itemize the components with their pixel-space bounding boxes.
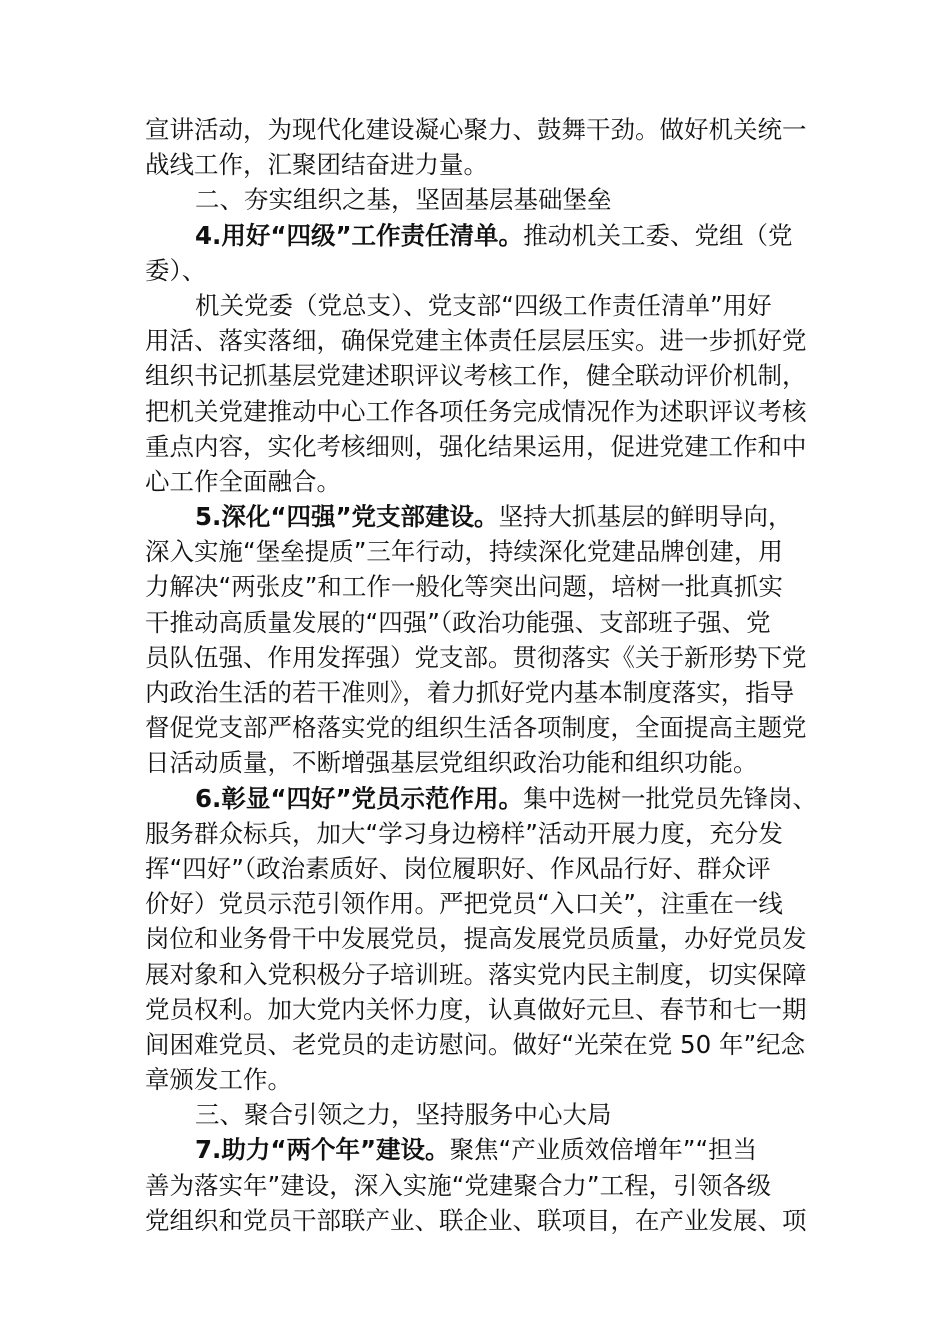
text-line [145, 886, 815, 921]
line-text: 章颁发工作。 [145, 1065, 292, 1095]
text-line [145, 1027, 815, 1062]
text-line [145, 182, 815, 217]
text-line [145, 781, 818, 816]
text-line [145, 288, 815, 323]
text-line [145, 745, 815, 780]
line-text: 干推动高质量发展的“四强”（政治功能强、支部班子强、党 [145, 607, 771, 637]
line-text: 价好）党员示范引领作用。严把党员“入口关”，注重在一线 [145, 889, 783, 919]
line-text: 机关党委（党总支）、党支部“四级工作责任清单”用好 [195, 290, 772, 320]
line-text: 员队伍强、作用发挥强）党支部。贯彻落实《关于新形势下党 [145, 642, 807, 672]
line-text: 岗位和业务骨干中发展党员，提高发展党员质量，办好党员发 [145, 924, 807, 954]
text-line [145, 253, 815, 288]
line-text: 心工作全面融合。 [145, 466, 341, 496]
line-text: 善为落实年”建设，深入实施“党建聚合力”工程，引领各级 [145, 1170, 772, 1200]
line-text: 内政治生活的若干准则》，着力抓好党内基本制度落实，指导 [145, 678, 795, 707]
text-line [145, 323, 815, 358]
text-line [145, 675, 815, 710]
text-line [145, 921, 815, 956]
text-line [145, 640, 815, 675]
text-line [145, 112, 815, 147]
line-text: 聚焦“产业质效倍增年”“担当 [449, 1135, 758, 1165]
line-text: 挥“四好”（政治素质好、岗位履职好、作风品行好、群众评 [145, 853, 771, 883]
text-line [145, 816, 815, 851]
line-text: 督促党支部严格落实党的组织生活各项制度，全面提高主题党 [145, 713, 807, 743]
line-text: 党员权利。加大党内关怀力度，认真做好元旦、春节和七一期 [145, 994, 807, 1024]
text-line [145, 534, 815, 569]
text-line [145, 499, 815, 534]
line-text: 二、夯实组织之基，坚固基层基础堡垒 [195, 185, 612, 215]
text-line [145, 464, 815, 499]
line-text: 战线工作，汇聚团结奋进力量。 [145, 150, 488, 180]
text-line [145, 710, 815, 745]
line-text: 深入实施“堡垒提质”三年行动，持续深化党建品牌创建，用 [145, 537, 783, 567]
text-line [145, 147, 815, 182]
text-line [145, 957, 815, 992]
line-text: 重点内容，实化考核细则，强化结果运用，促进党建工作和中 [145, 431, 807, 461]
line-text: 组织书记抓基层党建述职评议考核工作，健全联动评价机制， [145, 361, 807, 391]
line-text: 力解决“两张皮”和工作一般化等突出问题，培树一批真抓实 [145, 572, 783, 602]
text-line [145, 394, 815, 429]
line-text: 日活动质量，不断增强基层党组织政治功能和组织功能。 [145, 748, 758, 778]
text-line [145, 605, 815, 640]
line-text: 坚持大抓基层的鲜明导向， [498, 502, 793, 532]
text-line [145, 992, 815, 1027]
text-line [145, 358, 815, 393]
line-text: 集中选树一批党员先锋岗、 [523, 783, 818, 813]
bold-heading: 5.深化“四强”党支部建设。 [195, 502, 499, 532]
text-line [145, 851, 815, 886]
line-text: 把机关党建推动中心工作各项任务完成情况作为述职评议考核 [145, 396, 807, 426]
text-line [145, 429, 815, 464]
bold-heading: 7.助力“两个年”建设。 [195, 1135, 450, 1165]
line-text: 展对象和入党积极分子培训班。落实党内民主制度，切实保障 [145, 959, 807, 989]
text-line [145, 1203, 815, 1238]
text-line [145, 1062, 815, 1097]
text-line [145, 218, 815, 253]
line-text: 三、聚合引领之力，坚持服务中心大局 [195, 1100, 612, 1130]
line-text: 宣讲活动，为现代化建设凝心聚力、鼓舞干劲。做好机关统一 [145, 115, 807, 144]
text-line [145, 569, 815, 604]
text-line [145, 1168, 815, 1203]
document-body [145, 112, 818, 1238]
line-text: 推动机关工委、党组（党 [523, 220, 793, 250]
text-line [145, 1132, 815, 1167]
line-text: 服务群众标兵，加大“学习身边榜样”活动开展力度，充分发 [145, 818, 783, 848]
text-line [145, 1097, 815, 1132]
bold-heading: 4.用好“四级”工作责任清单。 [195, 220, 524, 250]
bold-heading: 6.彰显“四好”党员示范作用。 [195, 783, 524, 813]
line-text: 间困难党员、老党员的走访慰问。做好“光荣在党 50 年”纪念 [145, 1029, 806, 1059]
line-text: 委）、 [145, 255, 207, 285]
line-text: 用活、落实落细，确保党建主体责任层层压实。进一步抓好党 [145, 326, 807, 356]
line-text: 党组织和党员干部联产业、联企业、联项目，在产业发展、项 [145, 1205, 807, 1235]
